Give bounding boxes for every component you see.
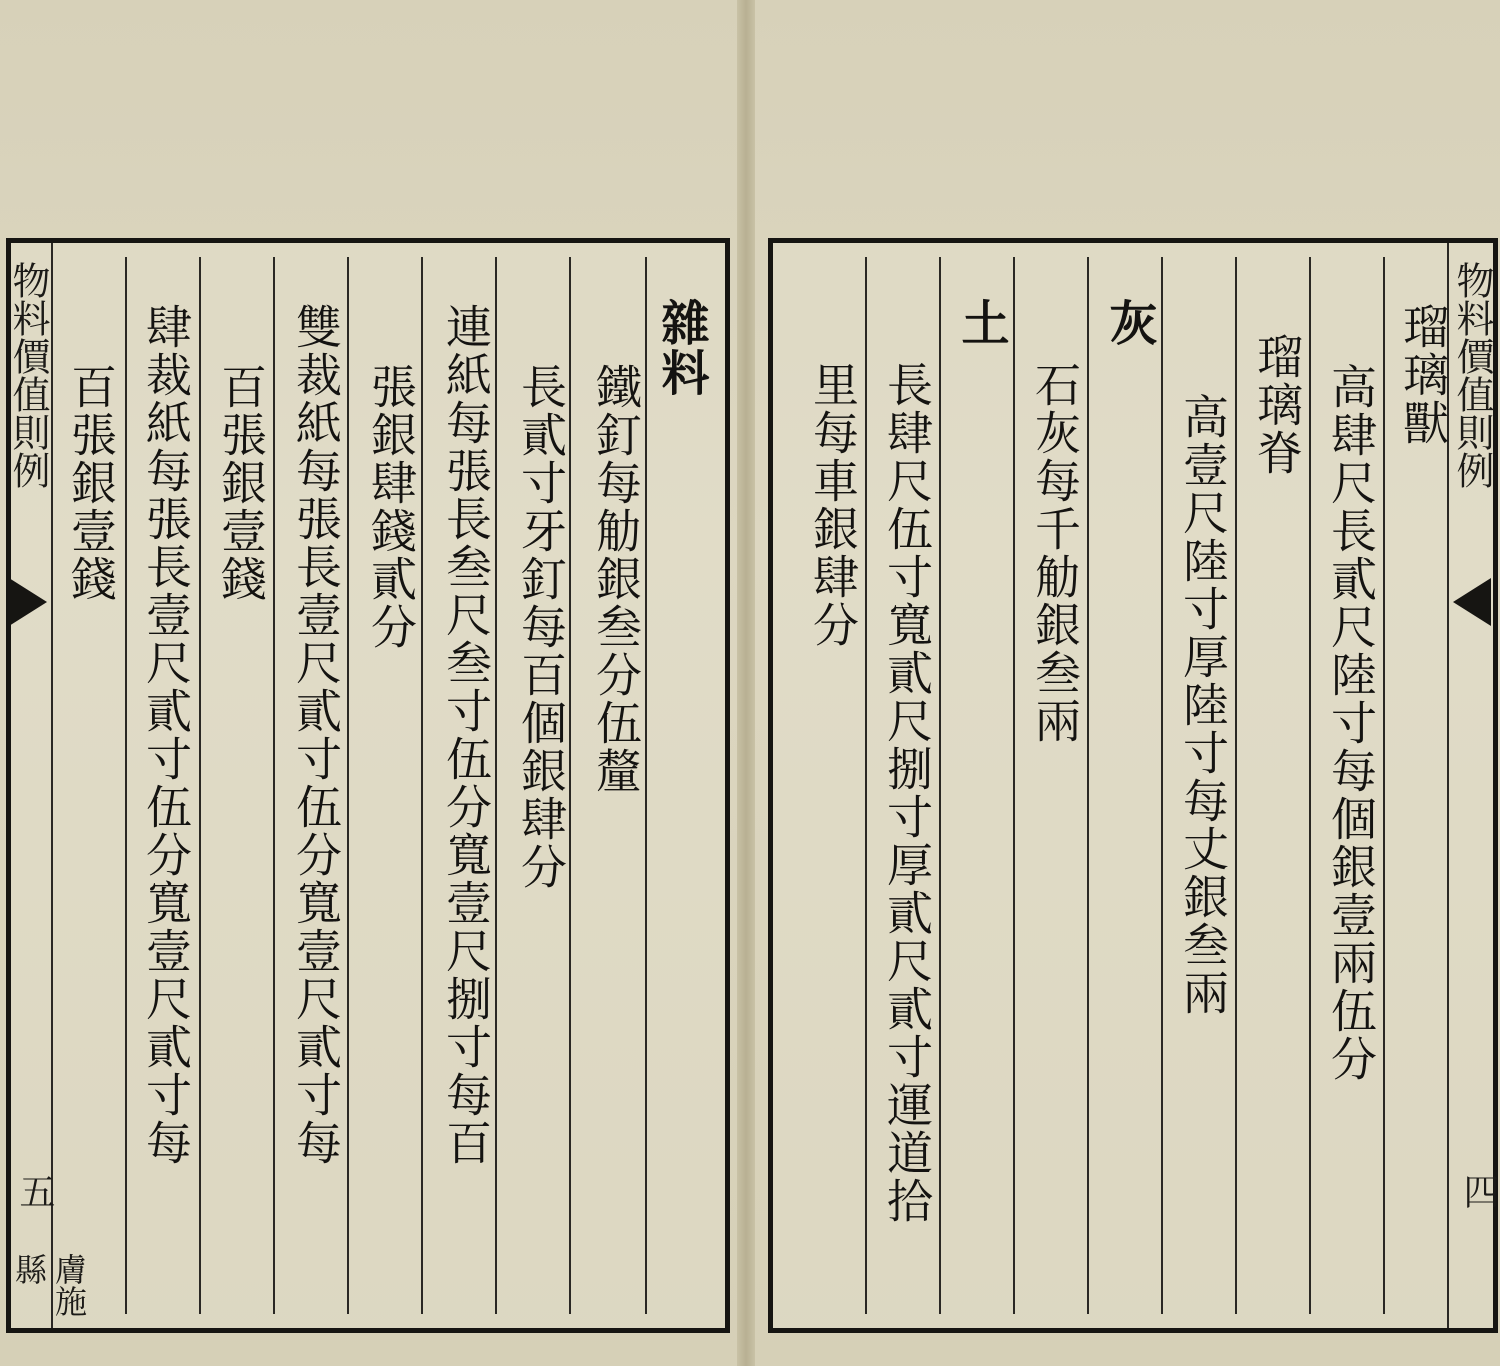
column-rule xyxy=(865,257,867,1314)
text-column: 長貳寸牙釘每百個銀肆分 xyxy=(514,363,568,891)
column-rule xyxy=(125,257,127,1314)
page-number: 五 xyxy=(14,1173,55,1209)
page-band xyxy=(5,243,88,1328)
section-heading: 土 xyxy=(953,298,1009,348)
text-column: 瑠璃脊 xyxy=(1250,333,1304,477)
section-heading: 雜料 xyxy=(653,298,709,398)
page-number: 四 xyxy=(1458,1173,1499,1209)
column-rule xyxy=(421,257,423,1314)
column-rule xyxy=(1087,257,1089,1314)
column-rule xyxy=(199,257,201,1314)
text-column: 百張銀壹錢 xyxy=(214,363,268,603)
column-rule xyxy=(1383,257,1385,1314)
band-title: 物料價值則例 xyxy=(6,261,50,489)
county-name: 膚施縣 xyxy=(10,1253,88,1317)
text-column: 連紙每張長叁尺叁寸伍分寬壹尺捌寸每百 xyxy=(439,303,493,1167)
column-rule xyxy=(1013,257,1015,1314)
text-column: 雙裁紙每張長壹尺貳寸伍分寬壹尺貳寸每 xyxy=(289,303,343,1167)
column-rule xyxy=(939,257,941,1314)
book-spine xyxy=(737,0,755,1366)
fish-tail-mark-icon xyxy=(1453,578,1491,628)
text-column: 石灰每千觔銀叁兩 xyxy=(1028,361,1082,745)
column-rule xyxy=(1235,257,1237,1314)
text-column: 肆裁紙每張長壹尺貳寸伍分寬壹尺貳寸每 xyxy=(139,303,193,1167)
right-page xyxy=(768,238,1498,1333)
column-rule xyxy=(1309,257,1311,1314)
column-rule xyxy=(1161,257,1163,1314)
text-column: 長肆尺伍寸寬貳尺捌寸厚貳尺貳寸運道拾 xyxy=(880,361,934,1225)
text-column: 百張銀壹錢 xyxy=(64,363,118,603)
text-column: 高肆尺長貳尺陸寸每個銀壹兩伍分 xyxy=(1324,363,1378,1083)
column-rule xyxy=(347,257,349,1314)
column-rule xyxy=(273,257,275,1314)
page-band xyxy=(1447,243,1499,1328)
text-column: 里每車銀肆分 xyxy=(806,361,860,649)
band-title: 物料價值則例 xyxy=(1450,261,1494,489)
section-heading: 灰 xyxy=(1101,298,1157,348)
text-column: 高壹尺陸寸厚陸寸每丈銀叁兩 xyxy=(1176,393,1230,1017)
fish-tail-mark-icon xyxy=(9,578,47,628)
text-column: 張銀肆錢貳分 xyxy=(364,363,418,651)
text-column: 瑠璃獸 xyxy=(1396,303,1450,447)
text-column: 鐵釘每觔銀叁分伍釐 xyxy=(589,363,643,795)
left-page xyxy=(6,238,730,1333)
